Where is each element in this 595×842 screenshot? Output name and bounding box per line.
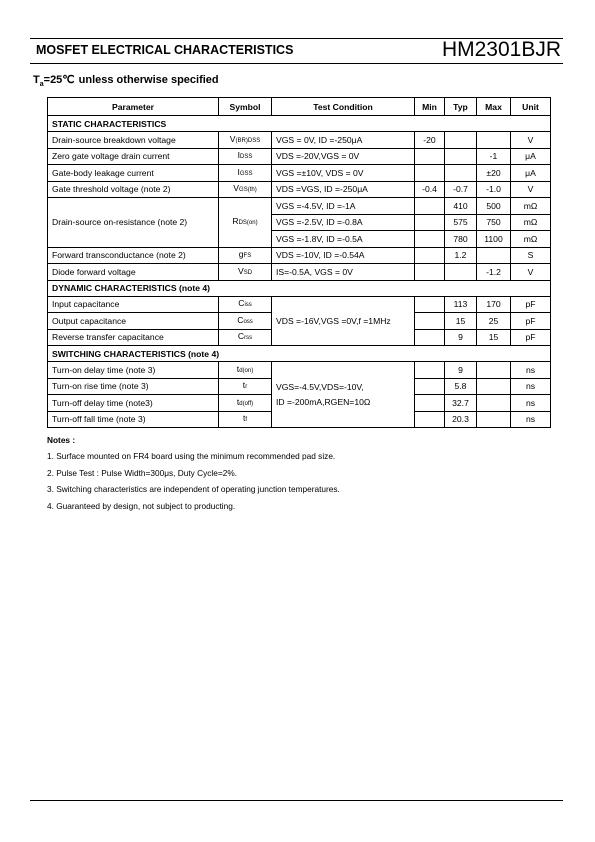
table-row bbox=[48, 165, 551, 182]
symbol-cell bbox=[219, 247, 272, 264]
symbol-cell bbox=[219, 264, 272, 281]
cell-max bbox=[477, 395, 511, 412]
note-item: 2. Pulse Test : Pulse Width=300μs, Duty Cycle=2%. bbox=[47, 467, 238, 478]
cell-unit: mΩ bbox=[511, 198, 551, 215]
cell-condition: VGS =-4.5V, ID =-1A bbox=[272, 198, 415, 215]
symbol-main: I bbox=[237, 150, 241, 161]
symbol-subscript: d(on) bbox=[239, 367, 254, 374]
cell-min bbox=[415, 313, 445, 330]
header-test-condition: Test Condition bbox=[272, 98, 415, 116]
cell-unit: pF bbox=[511, 313, 551, 330]
cell-max: 750 bbox=[477, 214, 511, 231]
cell-typ: 5.8 bbox=[445, 378, 477, 395]
symbol-subscript: GS(th) bbox=[239, 187, 257, 194]
cell-unit: V bbox=[511, 181, 551, 198]
condition-line: VGS=-4.5V,VDS=-10V, bbox=[276, 381, 364, 392]
cell-min bbox=[415, 165, 445, 182]
cell-typ: 780 bbox=[445, 231, 477, 248]
table-row bbox=[48, 148, 551, 165]
cell-unit: mΩ bbox=[511, 231, 551, 248]
cell-typ: 113 bbox=[445, 296, 477, 313]
cell-max: 500 bbox=[477, 198, 511, 215]
symbol-main: V bbox=[237, 265, 244, 276]
cell-min bbox=[415, 296, 445, 313]
header-symbol: Symbol bbox=[219, 98, 272, 116]
cell-typ: 15 bbox=[445, 313, 477, 330]
section-row bbox=[48, 116, 551, 132]
cell-parameter: Input capacitance bbox=[48, 296, 219, 313]
section-title: MOSFET ELECTRICAL CHARACTERISTICS bbox=[36, 43, 294, 57]
cell-max bbox=[477, 362, 511, 379]
cell-typ: 32.7 bbox=[445, 395, 477, 412]
cell-parameter: Drain-source breakdown voltage bbox=[48, 132, 219, 149]
symbol-cell bbox=[219, 132, 272, 149]
cell-condition: VDS =VGS, ID =-250μA bbox=[272, 181, 415, 198]
electrical-characteristics-table bbox=[47, 97, 551, 428]
cell-unit: pF bbox=[511, 329, 551, 346]
symbol-main: t bbox=[242, 413, 246, 424]
test-condition-note bbox=[33, 73, 219, 88]
cell-typ bbox=[445, 148, 477, 165]
cell-parameter: Turn-on rise time (note 3) bbox=[48, 378, 219, 395]
cell-typ: 9 bbox=[445, 329, 477, 346]
symbol-main: V bbox=[229, 133, 236, 144]
notes-title: Notes : bbox=[47, 435, 76, 445]
symbol-cell bbox=[219, 395, 272, 412]
symbol-cell bbox=[219, 181, 272, 198]
cell-typ: 410 bbox=[445, 198, 477, 215]
cell-unit: V bbox=[511, 264, 551, 281]
cell-unit: S bbox=[511, 247, 551, 264]
symbol-subscript: GSS bbox=[239, 170, 253, 177]
cell-max bbox=[477, 411, 511, 428]
symbol-main: C bbox=[237, 314, 244, 325]
symbol-main: t bbox=[236, 396, 240, 407]
cell-unit: ns bbox=[511, 395, 551, 412]
cell-unit: μA bbox=[511, 148, 551, 165]
part-number: HM2301BJR bbox=[441, 38, 561, 61]
cell-condition: IS=-0.5A, VGS = 0V bbox=[272, 264, 415, 281]
symbol-main: t bbox=[236, 363, 240, 374]
symbol-subscript: FS bbox=[243, 253, 252, 260]
page-header bbox=[30, 38, 563, 64]
symbol-subscript: rss bbox=[244, 335, 253, 342]
symbol-subscript: f bbox=[245, 417, 248, 424]
cell-parameter: Turn-off fall time (note 3) bbox=[48, 411, 219, 428]
header-unit: Unit bbox=[511, 98, 551, 116]
cell-typ: 9 bbox=[445, 362, 477, 379]
cell-unit: V bbox=[511, 132, 551, 149]
cell-max bbox=[477, 378, 511, 395]
cell-unit: ns bbox=[511, 411, 551, 428]
footer-rule bbox=[30, 800, 563, 801]
symbol-main: V bbox=[233, 183, 240, 194]
cell-condition: VGS = 0V, ID =-250μA bbox=[272, 132, 415, 149]
temp-subscript: a bbox=[39, 81, 44, 89]
symbol-main: I bbox=[237, 166, 240, 177]
cell-typ bbox=[445, 264, 477, 281]
section-row bbox=[48, 280, 551, 296]
symbol-main: g bbox=[238, 249, 244, 260]
header-max: Max bbox=[477, 98, 511, 116]
cell-parameter: Gate-body leakage current bbox=[48, 165, 219, 182]
cell-min bbox=[415, 411, 445, 428]
cell-max: 170 bbox=[477, 296, 511, 313]
symbol-main: t bbox=[242, 380, 246, 391]
cell-max: -1 bbox=[477, 148, 511, 165]
cell-max: 1100 bbox=[477, 231, 511, 248]
cell-typ bbox=[445, 132, 477, 149]
cell-parameter: Reverse transfer capacitance bbox=[48, 329, 219, 346]
cell-condition: VGS =±10V, VDS = 0V bbox=[272, 165, 415, 182]
cell-parameter: Gate threshold voltage (note 2) bbox=[48, 181, 219, 198]
symbol-cell bbox=[219, 198, 272, 248]
cell-condition: VGS =-1.8V, ID =-0.5A bbox=[272, 231, 415, 248]
cell-min bbox=[415, 214, 445, 231]
symbol-cell bbox=[219, 165, 272, 182]
cell-typ: -0.7 bbox=[445, 181, 477, 198]
cell-max: -1.2 bbox=[477, 264, 511, 281]
note-item: 1. Surface mounted on FR4 board using the minimum recommended pad size. bbox=[47, 451, 336, 461]
cell-typ: 1.2 bbox=[445, 247, 477, 264]
header-min: Min bbox=[415, 98, 445, 116]
table-row bbox=[48, 132, 551, 149]
section-heading: STATIC CHARACTERISTICS bbox=[48, 116, 551, 132]
temp-value: =25℃ bbox=[43, 74, 75, 86]
cell-min bbox=[415, 247, 445, 264]
cell-condition: VDS =-20V,VGS = 0V bbox=[272, 148, 415, 165]
header-typ: Typ bbox=[445, 98, 477, 116]
temp-symbol: T bbox=[33, 74, 40, 86]
cell-max: 25 bbox=[477, 313, 511, 330]
condition-text: unless otherwise specified bbox=[78, 74, 219, 86]
cell-min bbox=[415, 198, 445, 215]
cell-min: -0.4 bbox=[415, 181, 445, 198]
cell-min bbox=[415, 264, 445, 281]
cell-min bbox=[415, 395, 445, 412]
cell-min bbox=[415, 378, 445, 395]
cell-typ: 20.3 bbox=[445, 411, 477, 428]
cell-parameter: Zero gate voltage drain current bbox=[48, 148, 219, 165]
table-row bbox=[48, 247, 551, 264]
cell-typ: 575 bbox=[445, 214, 477, 231]
cell-parameter: Diode forward voltage bbox=[48, 264, 219, 281]
section-row bbox=[48, 346, 551, 362]
section-heading: DYNAMIC CHARACTERISTICS (note 4) bbox=[48, 280, 551, 296]
table-body bbox=[48, 116, 551, 428]
symbol-main: C bbox=[237, 331, 245, 342]
cell-min bbox=[415, 231, 445, 248]
header-parameter: Parameter bbox=[48, 98, 219, 116]
cell-max: ±20 bbox=[477, 165, 511, 182]
cell-unit: ns bbox=[511, 378, 551, 395]
symbol-subscript: DSS bbox=[240, 154, 253, 161]
note-item: 4. Guaranteed by design, not subject to producting. bbox=[47, 500, 236, 511]
table-row bbox=[48, 296, 551, 313]
cell-min bbox=[415, 362, 445, 379]
cell-max bbox=[477, 132, 511, 149]
cell-parameter: Drain-source on-resistance (note 2) bbox=[48, 198, 219, 248]
cell-unit: pF bbox=[511, 296, 551, 313]
symbol-subscript: (BR)DSS bbox=[235, 137, 261, 144]
cell-unit: μA bbox=[511, 165, 551, 182]
cell-min bbox=[415, 148, 445, 165]
symbol-cell bbox=[219, 378, 272, 395]
section-heading: SWITCHING CHARACTERISTICS (note 4) bbox=[48, 346, 551, 362]
symbol-cell bbox=[219, 362, 272, 379]
table-header-row bbox=[48, 98, 551, 116]
symbol-cell bbox=[219, 411, 272, 428]
symbol-subscript: SD bbox=[243, 269, 253, 276]
cell-parameter: Forward transconductance (note 2) bbox=[48, 247, 219, 264]
symbol-subscript: d(off) bbox=[239, 400, 254, 407]
condition-line: ID =-200mA,RGEN=10Ω bbox=[276, 396, 371, 407]
symbol-main: R bbox=[232, 216, 239, 227]
symbol-subscript: r bbox=[245, 384, 248, 391]
table-row bbox=[48, 264, 551, 281]
symbol-subscript: oss bbox=[243, 318, 253, 325]
cell-max bbox=[477, 247, 511, 264]
note-item: 3. Switching characteristics are independent of operating junction temperatures. bbox=[47, 484, 340, 494]
cell-condition bbox=[272, 362, 415, 428]
cell-min bbox=[415, 329, 445, 346]
symbol-main: C bbox=[238, 298, 245, 309]
cell-max: -1.0 bbox=[477, 181, 511, 198]
symbol-cell bbox=[219, 313, 272, 330]
table-row bbox=[48, 181, 551, 198]
symbol-cell bbox=[219, 148, 272, 165]
cell-parameter: Turn-on delay time (note 3) bbox=[48, 362, 219, 379]
notes bbox=[47, 435, 340, 517]
symbol-cell bbox=[219, 329, 272, 346]
cell-parameter: Output capacitance bbox=[48, 313, 219, 330]
cell-condition: VDS =-16V,VGS =0V,f =1MHz bbox=[272, 296, 415, 346]
table-row bbox=[48, 198, 551, 215]
cell-min: -20 bbox=[415, 132, 445, 149]
table-row bbox=[48, 362, 551, 379]
cell-unit: ns bbox=[511, 362, 551, 379]
cell-typ bbox=[445, 165, 477, 182]
cell-max: 15 bbox=[477, 329, 511, 346]
cell-condition: VDS =-10V, ID =-0.54A bbox=[272, 247, 415, 264]
symbol-cell bbox=[219, 296, 272, 313]
cell-condition: VGS =-2.5V, ID =-0.8A bbox=[272, 214, 415, 231]
symbol-subscript: iss bbox=[244, 302, 252, 309]
symbol-subscript: DS(on) bbox=[238, 220, 258, 227]
cell-unit: mΩ bbox=[511, 214, 551, 231]
cell-parameter: Turn-off delay time (note3) bbox=[48, 395, 219, 412]
